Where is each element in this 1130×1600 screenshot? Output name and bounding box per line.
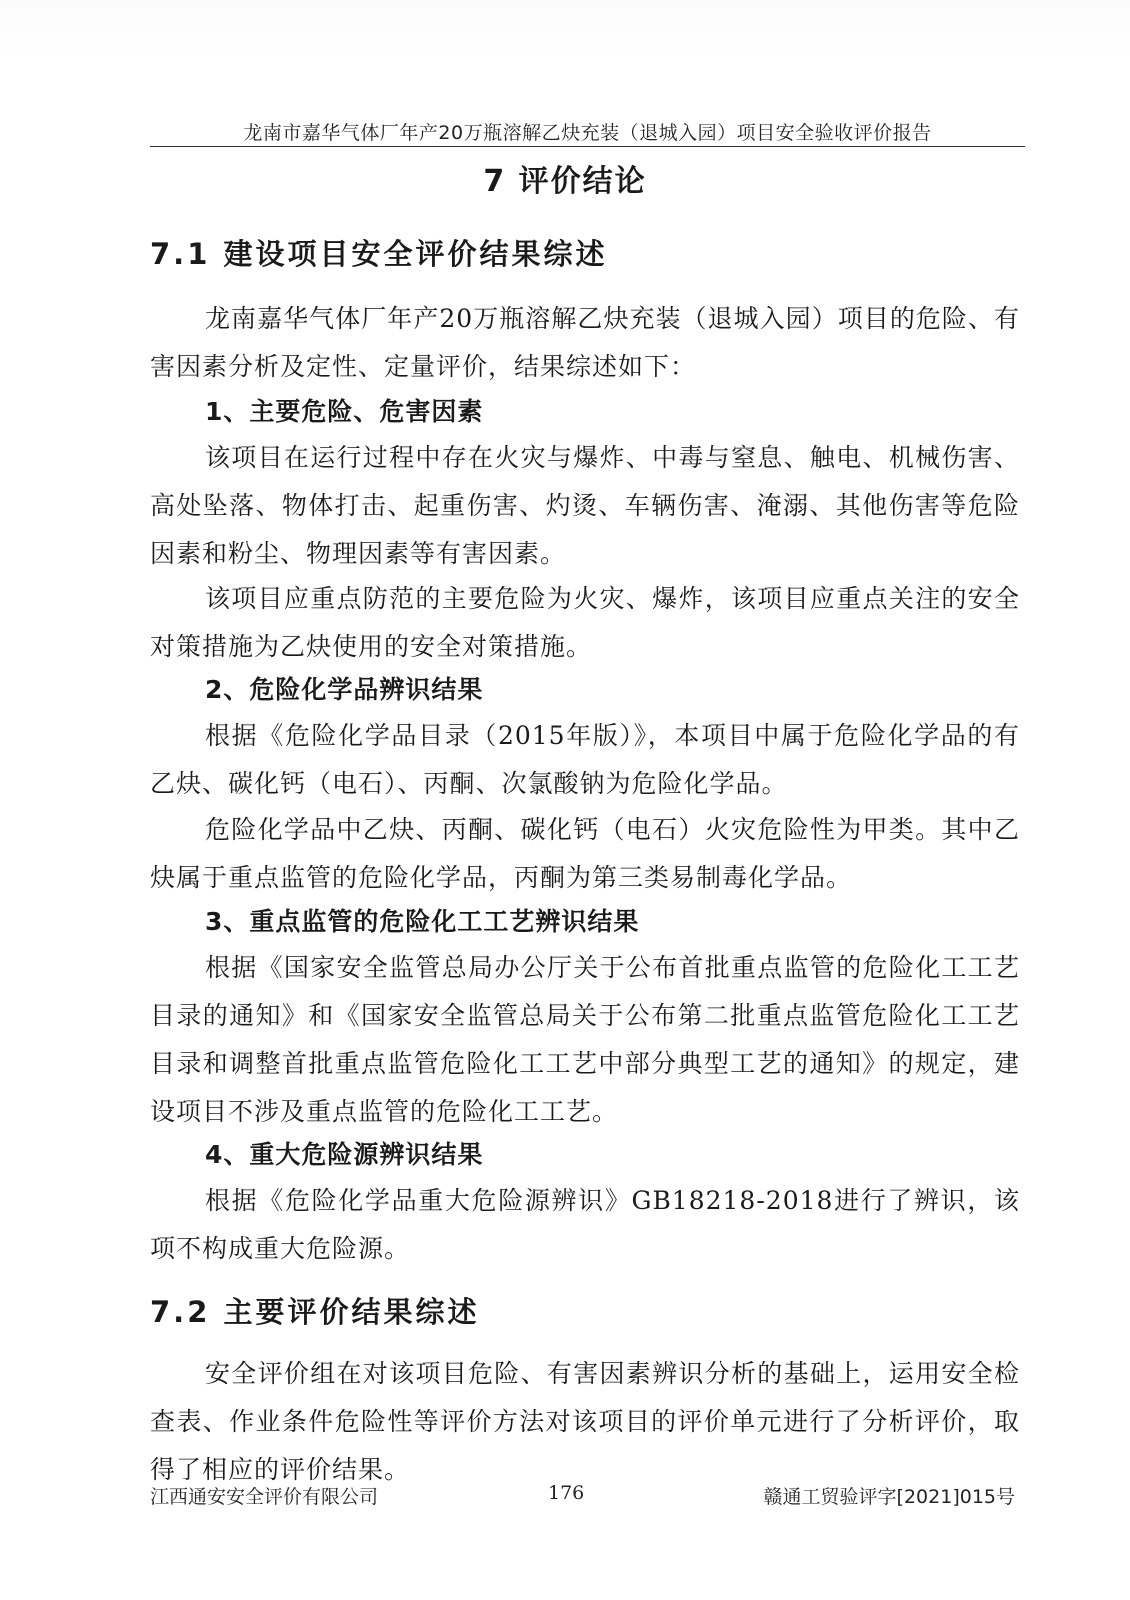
item-4-paragraph-1: 根据《危险化学品重大危险源辨识》GB18218-2018进行了辨识，该项不构成重大危险源。 (150, 1186, 1020, 1263)
item-1-heading: 1、主要危险、危害因素 (205, 397, 484, 426)
chapter-title: 7 评价结论 (483, 164, 647, 199)
item-3-heading: 3、重点监管的危险化工工艺辨识结果 (205, 907, 640, 936)
item-4-heading: 4、重大危险源辨识结果 (205, 1140, 484, 1169)
footer-doc-number: 赣通工贸验评字[2021]015号 (763, 1486, 1015, 1508)
section-7-2-paragraph: 安全评价组在对该项目危险、有害因素辨识分析的基础上，运用安全检查表、作业条件危险性等评价方法对该项目的评价单元进行了分析评价，取得了相应的评价结果。 (150, 1359, 1020, 1484)
footer-company: 江西通安安全评价有限公司 (150, 1486, 379, 1508)
section-7-1-heading: 7.1 建设项目安全评价结果综述 (150, 237, 608, 271)
header-rule (150, 146, 1025, 147)
footer-page-number: 176 (548, 1482, 585, 1504)
item-2-heading: 2、危险化学品辨识结果 (205, 675, 484, 704)
scan-edge (0, 0, 1130, 60)
page-header: 龙南市嘉华气体厂年产20万瓶溶解乙炔充装（退城入园）项目安全验收评价报告 (243, 122, 932, 144)
item-2-paragraph-2: 危险化学品中乙炔、丙酮、碳化钙（电石）火灾危险性为甲类。其中乙炔属于重点监管的危险化学品，丙酮为第三类易制毒化学品。 (150, 815, 1020, 892)
item-3-paragraph-1: 根据《国家安全监管总局办公厅关于公布首批重点监管的危险化工工艺目录的通知》和《国家安全监管总局关于公布第二批重点监管危险化工工艺目录和调整首批重点监管危险化工工艺中部分典型工艺的通知》的规定，建设项目不涉及重点监管的危险化工工艺。 (150, 953, 1020, 1126)
item-1-paragraph-1: 该项目在运行过程中存在火灾与爆炸、中毒与窒息、触电、机械伤害、高处坠落、物体打击、起重伤害、灼烫、车辆伤害、淹溺、其他伤害等危险因素和粉尘、物理因素等有害因素。 (150, 443, 1020, 568)
item-1-paragraph-2: 该项目应重点防范的主要危险为火灾、爆炸，该项目应重点关注的安全对策措施为乙炔使用的安全对策措施。 (150, 584, 1020, 661)
section-7-2-heading: 7.2 主要评价结果综述 (150, 1295, 480, 1329)
item-2-paragraph-1: 根据《危险化学品目录（2015年版）》，本项目中属于危险化学品的有乙炔、碳化钙（电石）、丙酮、次氯酸钠为危险化学品。 (150, 721, 1020, 798)
section-7-1-intro: 龙南嘉华气体厂年产20万瓶溶解乙炔充装（退城入园）项目的危险、有害因素分析及定性、定量评价，结果综述如下： (150, 304, 1020, 381)
